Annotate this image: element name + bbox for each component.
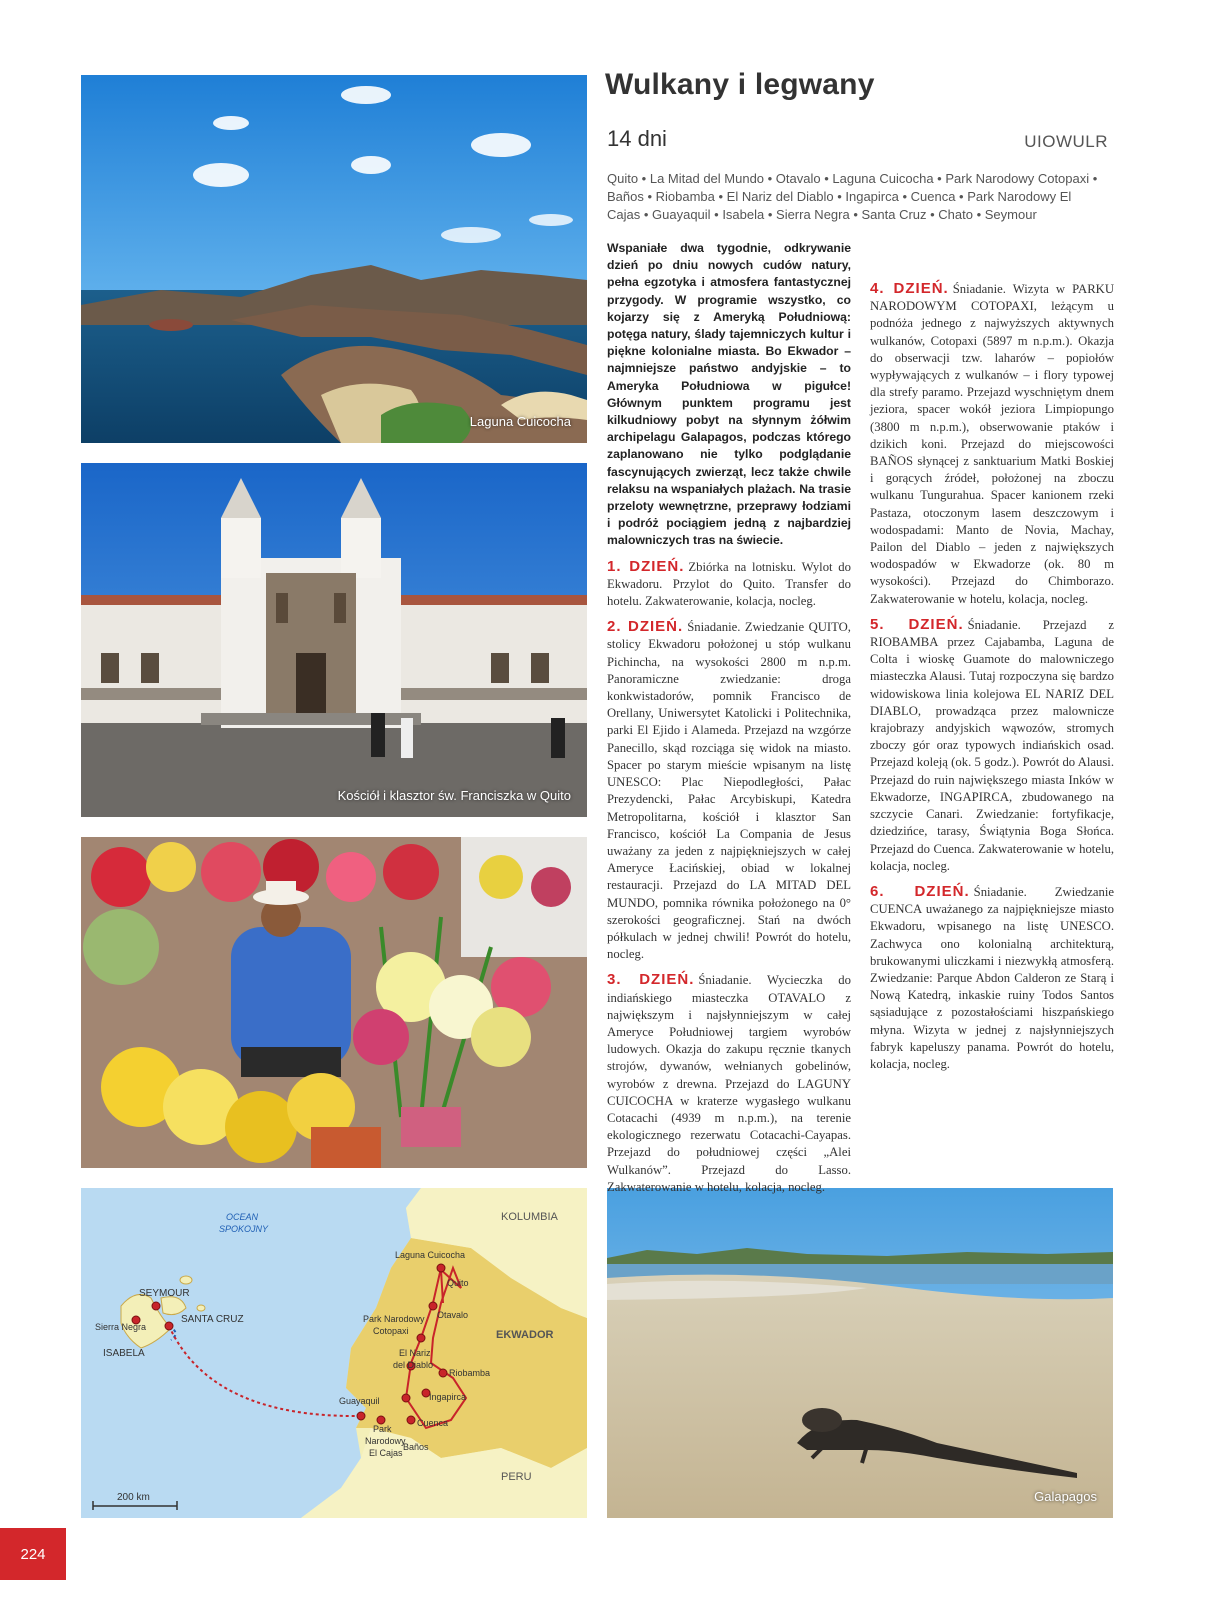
caption-galapagos: Galapagos xyxy=(1034,1489,1097,1504)
map-cotopaxi-2: Cotopaxi xyxy=(373,1326,409,1336)
intro-paragraph: Wspaniałe dwa tygodnie, odkrywanie dzień po dniu nowych cudów natury, pełna egzotyka i atmosfera fantastycznej przygody. W programie wszystko, co kojarzy się z Ameryką Południową: potęga natury, ślady tajemniczych kultur i piękne kolonialne miasta. Bo Ekwador – najmniejsze państwo andyjskie – to Ameryka Południowa w pigułce! Głównym punktem programu jest kilkudniowy pobyt na słynnym żółwim archipelagu Galapagos, podczas którego zaplanowano nie tylko podglądanie fascynujących zwierząt, lecz także chwile relaksu na wspaniałych plażach. Na trasie przeloty wewnętrzne, przeprawy łodziami i podróż pociągiem jedną z najbardziej malowniczych tras na świecie. xyxy=(607,241,851,548)
map-sierra-negra: Sierra Negra xyxy=(95,1322,147,1332)
map-santa-cruz: SANTA CRUZ xyxy=(181,1314,244,1325)
map-cuenca: Cuenca xyxy=(417,1418,449,1428)
map-cajas-1: Park xyxy=(373,1424,392,1434)
map-ingapirca: Ingapirca xyxy=(429,1392,467,1402)
map-peru: PERU xyxy=(501,1471,532,1483)
day-text: Śniadanie. Zwiedzanie QUITO, stolicy Ekwadoru położonej u stóp wulkanu Pichincha, na wysokości 2800 m n.p.m. Panoramiczne zwiedzanie: droga konkwistadorów, pomnik Francisco de Orellany, Uniwersytet Katolicki i Politechnika, parki El Ejido i Alameda. Przejazd na wzgórze Panecillo, skąd rozciąga się widok na miasto. Spacer po starym mieście wpisanym na listę UNESCO: Plac Niepodległości, Pałac Prezydencki, Pałac Arcybiskupi, Katedra Metropolitarna, kościół i klasztor San Francisco, kościół La Compania de Jesus uważany za jeden z najpiękniejszych w całej Ameryce Łacińskiej, obiad w lokalnej restauracji. Przejazd do LA MITAD DEL MUNDO, pomnika równika położonego na 0° szerokości geograficznej. Stań na dwóch półkulach w jednej chwili! Powrót do hotelu, nocleg. xyxy=(607,620,851,962)
trip-code: UIOWULR xyxy=(1024,132,1108,151)
day-text: Śniadanie. Zwiedzanie CUENCA uważanego za najpiękniejsze miasto Ekwadoru, wpisanego na listę UNESCO. Zachwyca ono kolonialną architekturą, brukowanymi uliczkami i niezwykłą atmosferą. Zwiedzanie: Parque Abdon Calderon ze Starą i Nową Katedrą, inkaskie ruiny Todos Santos sąsiadujące z pozostałościami hiszpańskiego młyna. Wizyta w jednej z najsłynniejszych fabryk kapeluszy panama. Powrót do hotelu, kolacja, nocleg. xyxy=(870,884,1114,1071)
day-text: Zbiórka na lotnisku. Wylot do Ekwadoru. Przylot do Quito. Transfer do hotelu. Zakwaterowanie, kolacja, nocleg. xyxy=(607,559,851,609)
day-label: 6. DZIEŃ. xyxy=(870,882,970,900)
day-6 xyxy=(870,883,1114,1073)
route-list: Quito • La Mitad del Mundo • Otavalo • Laguna Cuicocha • Park Narodowy Cotopaxi • Baños • Riobamba • El Nariz del Diablo • Ingapirca • Cuenca • Park Narodowy El Cajas • Guayaquil • Isabela • Sierra Negra • Santa Cruz • Chato • Seymour xyxy=(607,171,1098,222)
text-column-1 xyxy=(607,240,851,1204)
map-isabela: ISABELA xyxy=(103,1348,145,1359)
map-ocean-1: OCEAN xyxy=(226,1212,259,1222)
photo-laguna xyxy=(81,75,587,443)
map-guayaquil: Guayaquil xyxy=(339,1396,380,1406)
map-quito: Quito xyxy=(447,1278,469,1288)
text-column-2 xyxy=(870,280,1114,1081)
trip-duration: 14 dni xyxy=(607,126,667,151)
page-title: Wulkany i legwany xyxy=(605,68,875,101)
map-ecuador: EKWADOR xyxy=(496,1329,554,1341)
caption-laguna: Laguna Cuicocha xyxy=(469,414,571,429)
map-seymour: SEYMOUR xyxy=(139,1288,190,1299)
map-colombia: KOLUMBIA xyxy=(501,1211,558,1223)
day-3 xyxy=(607,971,851,1196)
map-riobamba: Riobamba xyxy=(449,1368,491,1378)
map-cotopaxi-1: Park Narodowy xyxy=(363,1314,425,1324)
map-laguna: Laguna Cuicocha xyxy=(395,1250,466,1260)
day-text: Śniadanie. Wycieczka do indiańskiego miasteczka OTAVALO z największym i najsłynniejszym w całej Ameryce Południowej targiem wyrobów ludowych. Okazja do zakupu ręcznie tkanych strojów, dywanów, wełnianych gobelinów, wyrobów z drewna. Przejazd do LAGUNY CUICOCHA w kraterze wygasłego wulkanu Cotacachi (4939 m n.p.m.), na terenie ekologicznego rezerwatu Cotacachi-Cayapas. Przejazd do południowej części „Alei Wulkanów”. Przejazd do Lasso. Zakwaterowanie w hotelu, kolacja, nocleg. xyxy=(607,973,851,1194)
map-cajas-3: El Cajas xyxy=(369,1448,403,1458)
day-label: 4. DZIEŃ. xyxy=(870,280,949,297)
photo-church xyxy=(81,463,587,817)
photo-galapagos xyxy=(607,1188,1113,1518)
map-otavalo: Otavalo xyxy=(437,1310,469,1320)
day-1 xyxy=(607,558,851,611)
day-5 xyxy=(870,616,1114,875)
day-label: 5. DZIEŃ. xyxy=(870,615,964,633)
day-text: Śniadanie. Przejazd z RIOBAMBA przez Cajabamba, Laguna de Colta i wioskę Guamote do malowniczego miasteczka Alausi. Tutaj rozpoczyna się bardzo widowiskowa linia kolejowa EL NARIZ DEL DIABLO, prowadząca przez malownicze krajobrazy andyjskich wąwozów, stromych zboczy gór oraz typowych indiańskich osad. Przejazd koleją (ok. 5 godz.). Powrót do Alausi. Przejazd do ruin największego miasta Inków w Ekwadorze, INGAPIRCA, zbudowanego na szczycie Canari. Zwiedzanie: fortyfikacje, dziedzińce, tarasy, Świątynia Boga Słońca. Przejazd do Cuenca. Zakwaterowanie w hotelu, kolacja, nocleg. xyxy=(870,617,1114,873)
map-nariz-2: del Diablo xyxy=(393,1360,434,1370)
map-nariz-1: El Nariz xyxy=(399,1348,431,1358)
day-label: 1. DZIEŃ. xyxy=(607,557,685,575)
day-label: 2. DZIEŃ. xyxy=(607,618,684,636)
day-text: Śniadanie. Wizyta w PARKU NARODOWYM COTOPAXI, leżącym u podnóża jednego z najwyższych aktywnych wulkanów, Cotopaxi (5897 m n.p.m.). Okazja do obserwacji tzw. laharów – popiołów wypływających z wulkanów – i flory typowej dla strefy paramo. Przejazd wyschniętym dnem jeziora, spacer wokół jeziora Limpiopungo (3800 m n.p.m.), obserwowanie ptaków i dzikich koni. Przejazd do miejscowości BAÑOS słynącej z sanktuarium Matki Boskiej i gorących źródeł, położonej na zboczu wulkanu Tungurahua. Spacer kanionem rzeki Pastaza, otoczonym lasem deszczowym i wodospadami: Manto de Novia, Machay, Pailon del Diablo – jeden z największych wodospadów w Ekwadorze (ok. 80 m wysokości). Przejazd do Chimborazo. Zakwaterowanie w hotelu, kolacja, nocleg. xyxy=(870,282,1114,606)
page-number: 224 xyxy=(0,1528,66,1580)
map-scale: 200 km xyxy=(117,1492,150,1503)
route-map xyxy=(81,1188,587,1518)
caption-church: Kościół i klasztor św. Franciszka w Quito xyxy=(337,788,571,803)
day-label: 3. DZIEŃ. xyxy=(607,971,695,989)
day-4 xyxy=(870,280,1114,608)
map-ocean-2: SPOKOJNY xyxy=(219,1224,269,1234)
map-banos: Baños xyxy=(403,1442,429,1452)
photo-flower-market xyxy=(81,837,587,1168)
map-cajas-2: Narodowy xyxy=(365,1436,406,1446)
day-2 xyxy=(607,618,851,963)
